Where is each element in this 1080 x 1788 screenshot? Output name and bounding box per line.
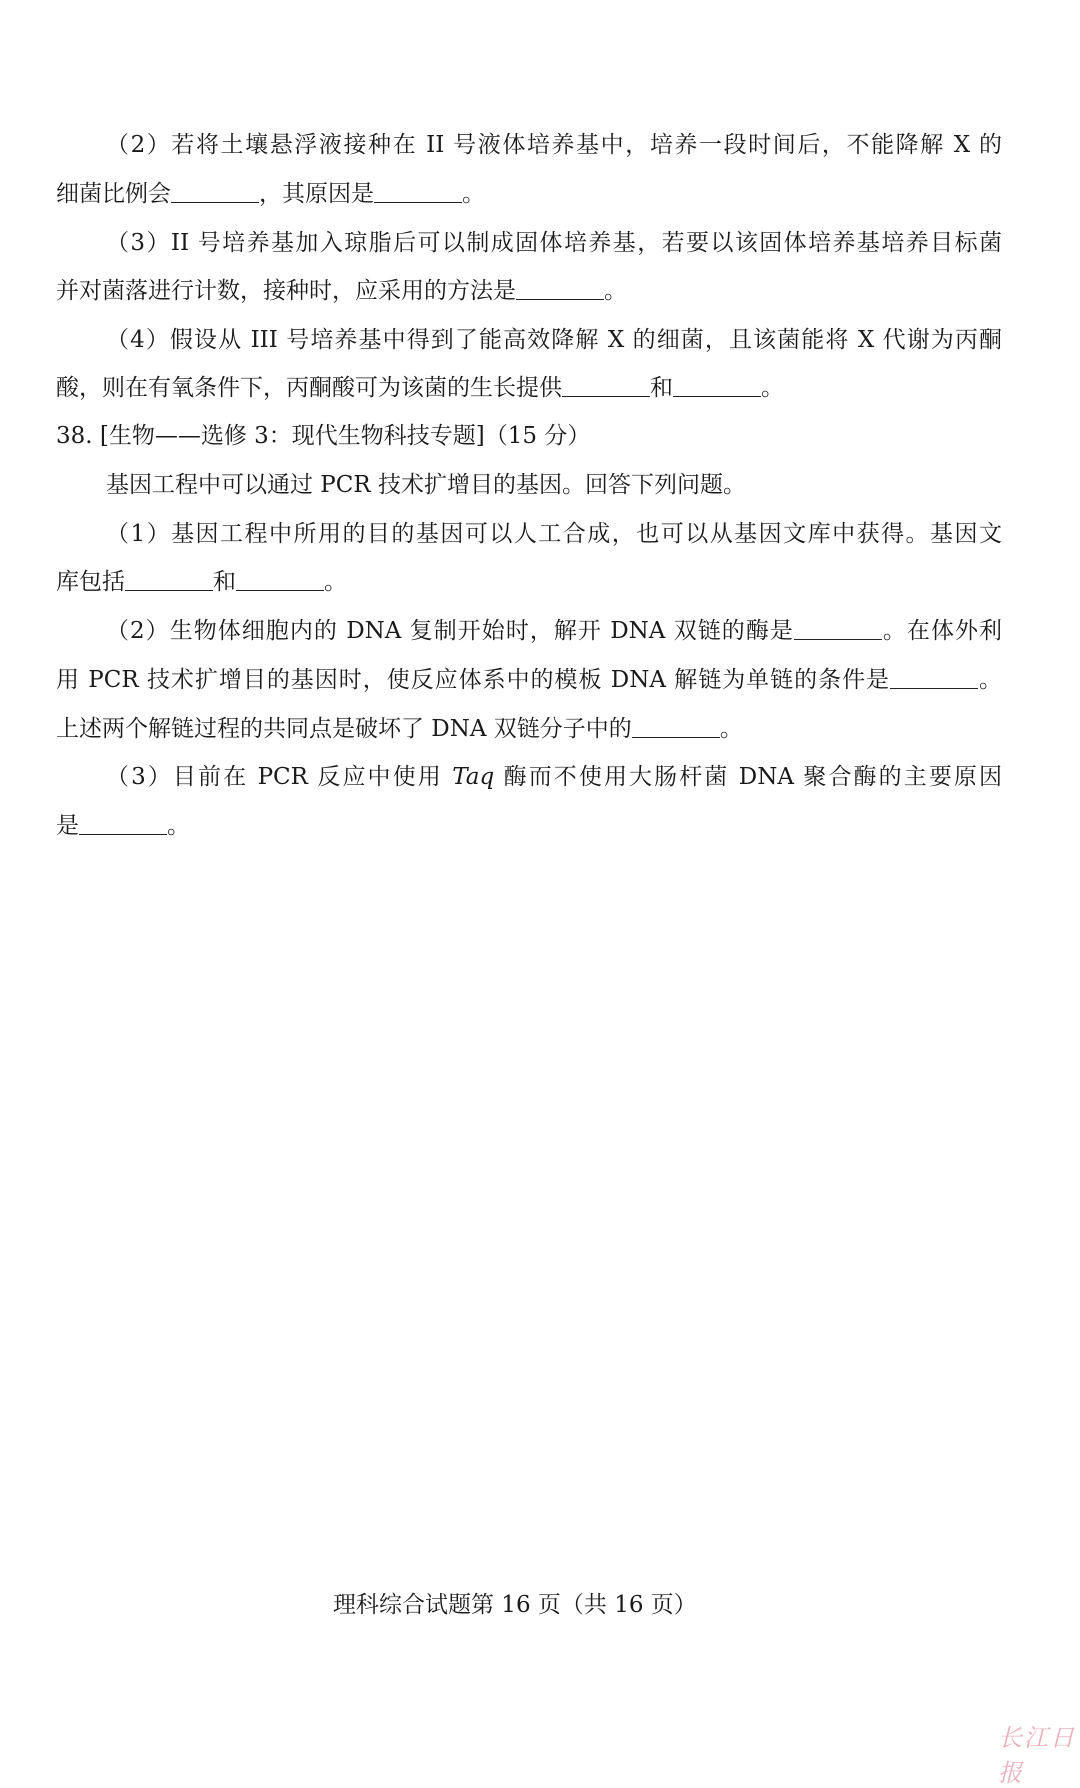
q38-intro: 基因工程中可以通过 PCR 技术扩增目的基因。回答下列问题。	[106, 472, 747, 498]
q37-part3-line1: （3）II 号培养基加入琼脂后可以制成固体培养基，若要以该固体培养基培养目标菌	[106, 230, 1002, 256]
q38-part2-line3	[56, 714, 1002, 744]
text: 。	[978, 667, 1003, 693]
q37-part3-line2	[56, 276, 1002, 306]
text: 。	[324, 569, 347, 595]
q37-part2-line1: （2）若将土壤悬浮液接种在 II 号液体培养基中，培养一段时间后，不能降解 X 的	[106, 132, 1002, 158]
q37-part4-line1: （4）假设从 III 号培养基中得到了能高效降解 X 的细菌，且该菌能将 X 代谢为丙酮	[106, 327, 1002, 353]
answer-blank	[79, 812, 167, 835]
answer-blank	[794, 617, 882, 640]
text: 酶而不使用大肠杆菌 DNA 聚合酶的主要原因	[494, 764, 1002, 790]
text: 和	[650, 375, 673, 401]
watermark-logo: 长江日报	[998, 1724, 1076, 1787]
answer-blank	[171, 180, 259, 203]
taq-italic: Taq	[452, 764, 495, 790]
answer-blank	[236, 568, 324, 591]
text: 上述两个解链过程的共同点是破坏了 DNA 双链分子中的	[56, 716, 632, 742]
page-footer: 理科综合试题第 16 页（共 16 页）	[333, 1592, 697, 1618]
text: 。	[604, 278, 627, 304]
q37-part2-line2	[56, 179, 1002, 209]
answer-blank	[374, 180, 462, 203]
q38-part3-line2	[56, 811, 1002, 841]
answer-blank	[516, 277, 604, 300]
text: （3）目前在 PCR 反应中使用	[106, 764, 453, 790]
answer-blank	[562, 374, 650, 397]
q38-part2-line1	[106, 616, 1002, 646]
text: 并对菌落进行计数，接种时，应采用的方法是	[56, 278, 516, 304]
text: 。	[462, 181, 485, 207]
text: 。	[167, 813, 190, 839]
q37-part4-line2	[56, 373, 1002, 403]
q38-part3-line1	[106, 762, 1002, 792]
text: 是	[56, 813, 79, 839]
text: ，其原因是	[259, 181, 374, 207]
text: 用 PCR 技术扩增目的基因时，使反应体系中的模板 DNA 解链为单链的条件是	[56, 667, 891, 693]
text: 细菌比例会	[56, 181, 171, 207]
answer-blank	[890, 666, 978, 689]
q38-part2-line2	[56, 665, 1002, 695]
answer-blank	[125, 568, 213, 591]
text: 酸，则在有氧条件下，丙酮酸可为该菌的生长提供	[56, 375, 562, 401]
text: 库包括	[56, 569, 125, 595]
answer-blank	[673, 374, 761, 397]
q38-heading: 38. [生物——选修 3：现代生物科技专题]（15 分）	[56, 423, 591, 449]
q38-part1-line1: （1）基因工程中所用的目的基因可以人工合成，也可以从基因文库中获得。基因文	[106, 521, 1002, 547]
answer-blank	[632, 715, 720, 738]
text: 。	[761, 375, 784, 401]
q38-part1-line2	[56, 567, 1002, 597]
text: 。在体外利	[881, 618, 1002, 644]
text: （2）生物体细胞内的 DNA 复制开始时，解开 DNA 双链的酶是	[106, 618, 794, 644]
text: 。	[719, 716, 743, 742]
text: 和	[213, 569, 236, 595]
